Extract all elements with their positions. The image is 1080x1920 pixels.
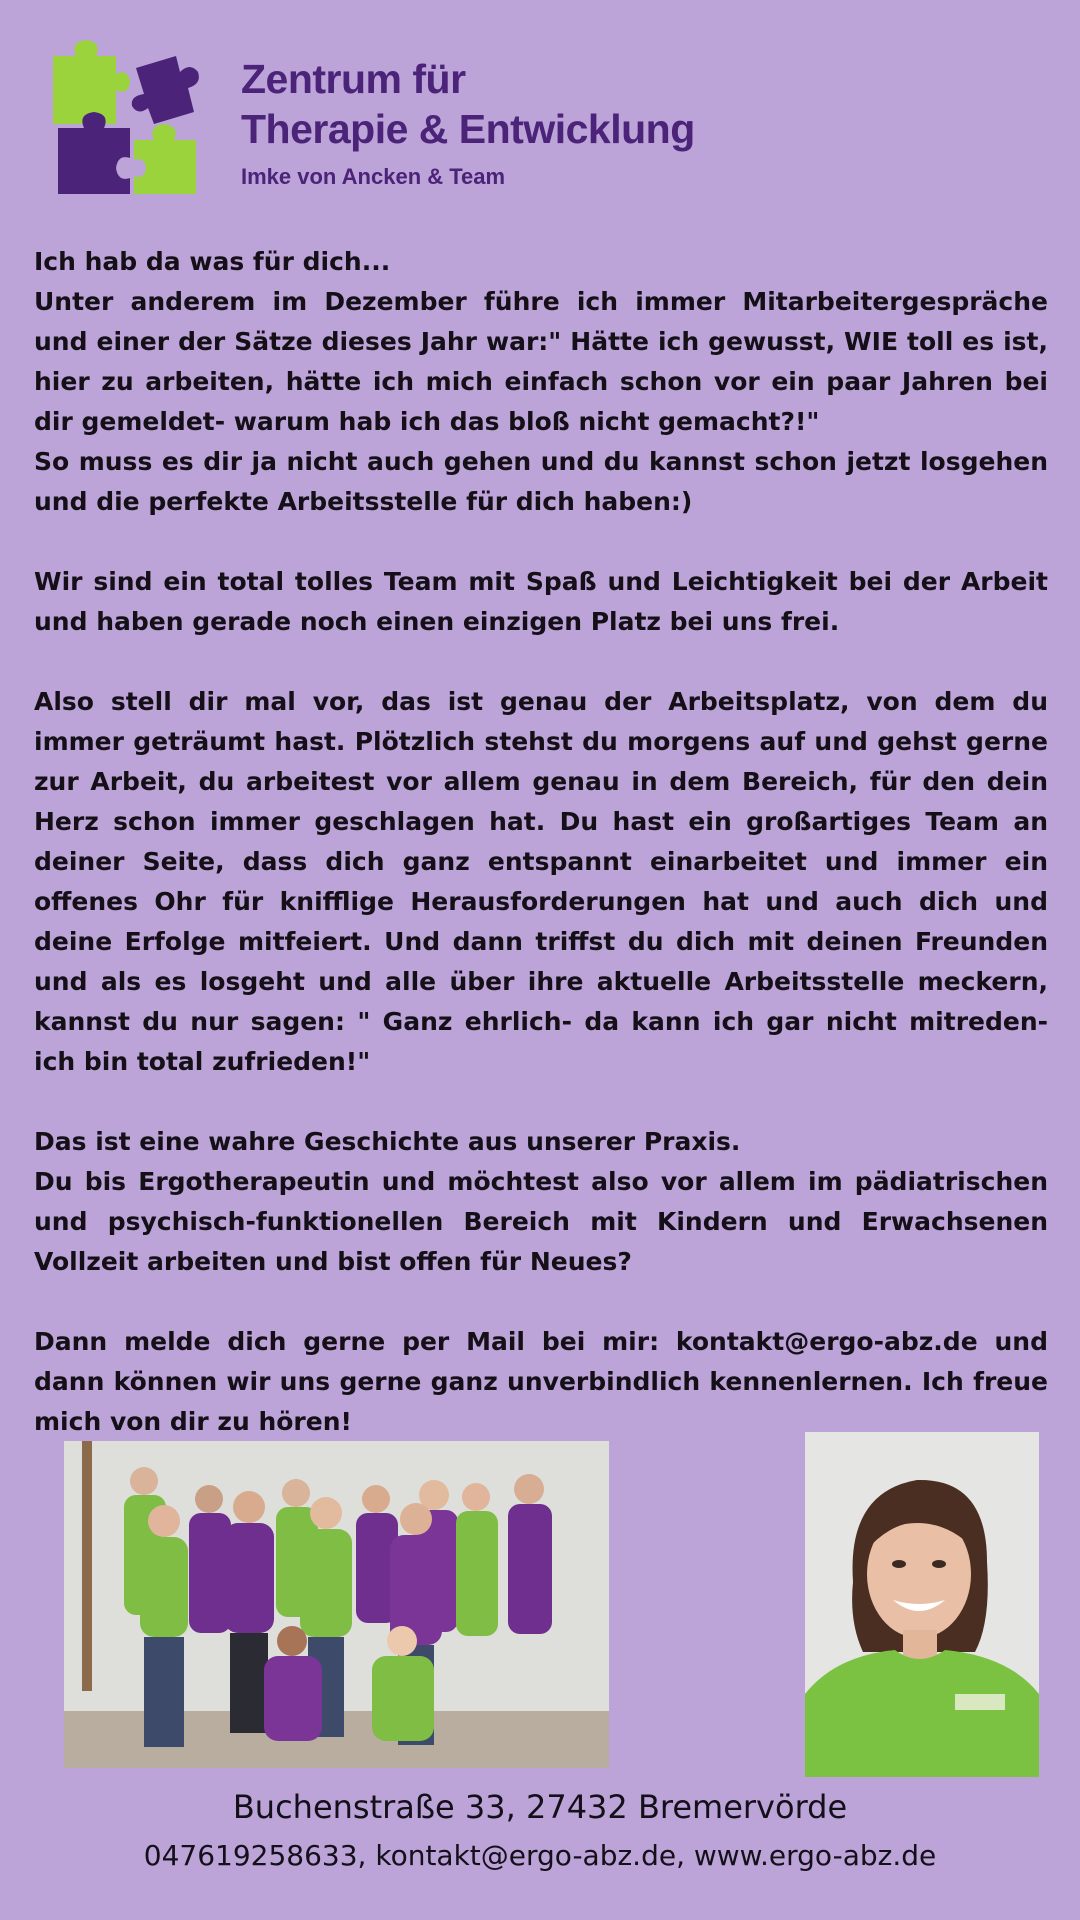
story-line: Das ist eine wahre Geschichte aus unserer Praxis. (34, 1127, 741, 1156)
requirements-line: Du bis Ergotherapeutin und möchtest also vor allem im pädiatrischen und psychisch-funktionellen Bereich mit Kindern und Erwachsenen Vollzeit arbeiten und bist offen für Neues? (34, 1167, 1048, 1276)
encourage-line: So muss es dir ja nicht auch gehen und du kannst schon jetzt losgehen und die perfekte Arbeitsstelle für dich haben:) (34, 447, 1048, 516)
paragraph-team: Wir sind ein total tolles Team mit Spaß und Leichtigkeit bei der Arbeit und haben gerade noch einen einzigen Platz bei uns frei. (34, 567, 1048, 636)
footer-contact: 047619258633, kontakt@ergo-abz.de, www.ergo-abz.de (143, 1839, 937, 1872)
intro-line: Ich hab da was für dich... (34, 247, 391, 276)
team-photo-illustration (64, 1441, 609, 1768)
footer-address: Buchenstraße 33, 27432 Bremervörde (232, 1788, 848, 1826)
logo-title-line1: Zentrum für (241, 56, 466, 102)
paragraph-imagine: Also stell dir mal vor, das ist genau der Arbeitsplatz, von dem du immer geträumt hast. Plötzlich stehst du morgens auf und gehst gerne zur Arbeit, du arbeitest vor allem genau in dem Bereich, für den dein Herz schon immer geschlagen hat. Du hast ein großartiges Team an deiner Seite, dass dich ganz entspannt einarbeitet und immer ein offenes Ohr für knifflige Herausforderungen hat und auch dich und deine Erfolge mitfeiert. Und dann triffst du dich mit deinen Freunden und als es losgeht und alle über ihre aktuelle Arbeitsstelle meckern, kannst du nur sagen: " Ganz ehrlich- da kann ich gar nicht mitreden- ich bin total zufrieden!" (34, 687, 1048, 1076)
logo (48, 38, 695, 208)
logo-title-line2: Therapie & Entwicklung (241, 106, 695, 152)
puzzle-logo-icon (48, 38, 223, 198)
logo-subtitle: Imke von Ancken & Team (241, 164, 506, 189)
paragraph-intro (34, 242, 1048, 522)
paragraph-story (34, 1122, 1048, 1282)
portrait-photo (805, 1432, 1039, 1777)
portrait-illustration (805, 1432, 1039, 1777)
body-text (34, 242, 1048, 1442)
logo-text (241, 54, 695, 190)
quote-line: Unter anderem im Dezember führe ich immer Mitarbeitergespräche und einer der Sätze dieses Jahr war:" Hätte ich gewusst, WIE toll es ist, hier zu arbeiten, hätte ich mich einfach schon vor ein paar Jahren bei dir gemeldet- warum hab ich das bloß nicht gemacht?!" (34, 287, 1048, 436)
paragraph-contact: Dann melde dich gerne per Mail bei mir: kontakt@ergo-abz.de und dann können wir uns gerne ganz unverbindlich kennenlernen. Ich freue mich von dir zu hören! (34, 1327, 1048, 1436)
team-photo (64, 1441, 609, 1768)
